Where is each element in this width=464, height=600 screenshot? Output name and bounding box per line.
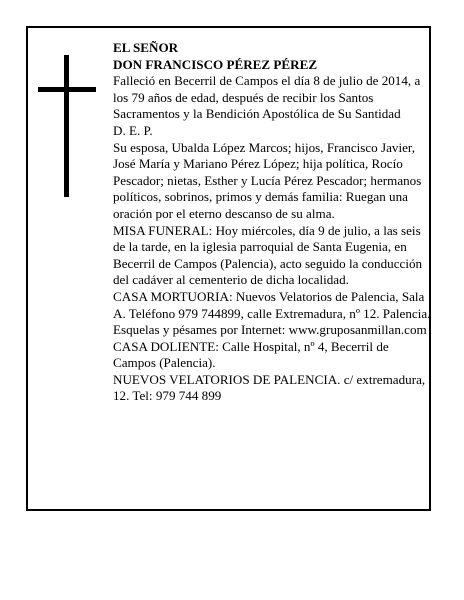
obituary-heading: EL SEÑOR [113,40,179,55]
funeral-home-footer: NUEVOS VELATORIOS DE PALENCIA. c/ extremadura, 12. Tel: 979 744 899 [113,371,426,404]
mortuary-info: CASA MORTUORIA: Nuevos Velatorios de Palencia, Sala A. Teléfono 979 744899, calle Extremadura, nº 12. Palencia. Esquelas y pésames por Internet: www.gruposanmillan.com [113,288,431,338]
cross-vertical-bar [64,55,69,197]
family-home-info: CASA DOLIENTE: Calle Hospital, nº 4, Becerril de Campos (Palencia). [113,338,389,371]
deceased-name: DON FRANCISCO PÉREZ PÉREZ [113,56,318,72]
dep-line: D. E. P. [113,122,153,138]
cross-horizontal-bar [38,87,96,92]
death-announcement: Falleció en Becerril de Campos el día 8 de julio de 2014, a los 79 años de edad, después de recibir los Santos Sacramentos y la Bendición Apostólica de Su Santidad [113,73,421,122]
family-list: Su esposa, Ubalda López Marcos; hijos, Francisco Javier, José María y Mariano Pérez López; hija política, Rocío Pescador; nietas, Esther y Lucía Pérez Pescador; hermanos políticos, sobrinos, primos y demás familia: Ruegan una oración por el eterno descanso de su alma. [113,139,422,221]
funeral-mass-info: MISA FUNERAL: Hoy miércoles, día 9 de julio, a las seis de la tarde, en la iglesia parroquial de Santa Eugenia, en Becerril de Campos (Palencia), acto seguido la conducción del cadáver al cementerio de dicha localidad. [113,222,423,288]
obituary-text [113,40,431,405]
